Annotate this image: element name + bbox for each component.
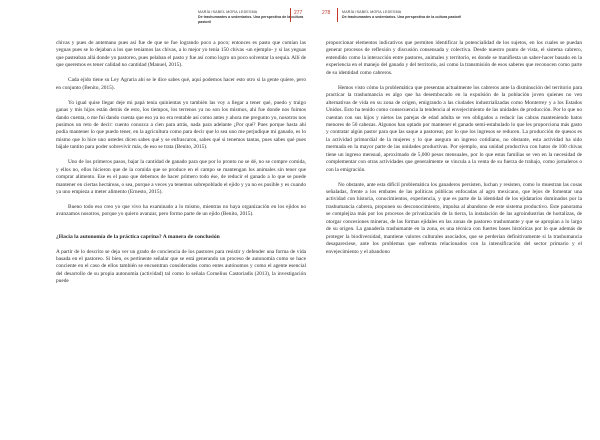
right-page — [322, 0, 582, 440]
header-book-title: De trashumantes a sedentarios. Una perspectiva de la cultura pastoril — [198, 15, 304, 25]
section-heading: ¿Hacia la autonomía de la práctica caprina? A manera de conclusión — [56, 233, 220, 240]
header-book-title: De trashumantes a sedentarios. Una perspectiva de la cultura pastoril — [342, 15, 462, 20]
header-divider — [337, 8, 338, 22]
header-author: MARÍA ISABEL MORA LEDESMA — [342, 10, 402, 14]
page-number: 278 — [322, 10, 331, 16]
left-page — [56, 0, 306, 440]
paragraph: Cada ejido tiene su Ley Agraria ahí se le dice sabes qué, aquí podemos hacer esto otro si la gente quiere, pero en conjunto (Benito, 2015). — [56, 77, 306, 91]
paragraph: Bueno todo eso creo yo que vivo ha examinado a lo mismo, mientras no haya organización en los ejidos no avanzamos nosotros, porque yo quiero avanzar, pero formo parte de un ejido (Benito, 2015). — [56, 203, 306, 218]
paragraph: proporcionar elementos indicativos que permiten identificar la potencialidad de los sujetos, en los cuales se puedan generar procesos de reflexión y discusión consensada y colectiva. Desde nuestro punto de vista, el sistema cabrero, entendido como la interacción entre pastores, animales y territorio, es donde se manifiesta un saber-hacer basado en la experiencia en el manejo del ganado y del territorio, así como la transmisión de esos saberes que reconocen como parte de su identidad como cabreros. — [326, 40, 582, 76]
paragraph: Uno de los primeros pasos, bajar la cantidad de ganado para que por lo pronto no se dé, no se compre comida, y ellos no, ellos hicieron que de la comida que se produce en el campo se mantengan los animales sin tener que comprar alimento. Ese es el paso que debemos de hacer primero todo ése, de reducir el ganado a lo que se puede mantener en ciertas hectáreas, o sea, porque a veces ya tenemos sobrepoblado el ejido y ya no es posible y es cuando ya uno empieza a meter alimento (Ernesto, 2015). — [56, 159, 306, 196]
header-author: MARÍA ISABEL MORA LEDESMA — [198, 10, 258, 14]
running-header — [342, 10, 461, 32]
paragraph: No obstante, ante esta difícil problemática los ganaderos persisten, luchan y resisten, como lo muestran las cosas señaladas, frente a los embates de las políticas públicas enfocadas al agro mexicano, que lejos de fomentar una actividad con historia, conocimientos, experiencia, y que es parte de la identidad de los ejidatarios dominados por la trashumancia cabrera, proponen su desconocimiento, impulsa al abandono de este sistema productivo. Este panorama se complejiza más por los procesos de privatización de la tierra, la instalación de las agroindustrias de hortalizas, de otorgar concesiones mineras, de las formas ejidales en las zonas de pastoreo trashumante y que se apropian a lo largo de su origen. La ganadería trashumante en la zona, es una técnica con fuertes bases históricas por lo que además de proteger la biodiversidad, mantiene valores culturales asociados, que se perderían definitivamente si la trashumancia desapareciese, ante los problemas que enfrenta relacionados con la intensificación del sector primario y el envejecimiento y el abandono — [326, 181, 582, 255]
page-body — [326, 40, 582, 256]
page-number: 277 — [294, 10, 303, 16]
page-body — [56, 40, 306, 286]
header-divider — [290, 8, 291, 22]
paragraph: A partir de lo descrito se deja ver un grado de conciencia de los pastores para resistir y defender una forma de vida basada en el pastoreo. Si bien, es pertinente señalar que se está generando un proceso de autonomía como se hace conciente en el caso de ellos también se encuentran considerados como entes autónomos y como el agente esencial del desarrollo de su propia autonomía (actividad) tal como lo señala Cornelius Castoriadis (2013), la investigación puede — [56, 248, 306, 285]
paragraph: Hemos visto cómo la problemática que presentan actualmente los cabreros ante la disminución del territorio para practicar la trashumancia es algo que ha desembocado en la expulsión de la población joven quienes no ven alternativas de vida en su zona de origen, emigrando a las ciudades industrializadas como Monterrey y a los Estados Unidos. Esto ha tenido como consecuencia la tendencia al envejecimiento de las unidades de producción. Por lo que no cuentan con sus hijos y nietos las parejas de edad adulta se ven obligados a reducir las cabras manteniendo hatos menores de 50 cabezas. Algunos han optado por mantener el ganado semi-estabulado lo que les proporciona más gasto y contratar algún pastor para que las saque a pastorear, por lo que los ingresos se reducen. La producción de quesos es la actividad primordial de la mujeres y lo que asegura un ingreso cotidiano, no obstante, esta actividad ha sido mermada en la mayor parte de las unidades productivas. Por ejemplo, una unidad productiva con hatos de 100 chivas tiene un ingreso mensual, aproximado de 5,000 pesos mensuales, por lo que estas familias se ven en la necesidad de complementar con otras actividades que generalmente se vincula a la venta de su fuerza de trabajo, como jornaleros o con la emigración. — [326, 84, 582, 173]
paragraph: chivas y pues de antemano pues así fue de que se fue logrando poco a poco; entonces es pasto que comían las yeguas pues se lo dejaban a los que teníamos las chivas, a lo mejor yo tenía 150 chivas -un ejemplo- y si las yeguas que pasteaban allá donde yo pastoreo, pues pelaban el pasto y fue así como logro un poco solventar la sequía. Allí de que queremos es tener calidad no cantidad (Manuel, 2015). — [56, 40, 306, 69]
paragraph: Yo igual quise llegar deje mi papá tenía quinientas yo también las voy a llegar a tener qué, puedo y traigo ganas y mis hijos están detrás de esto, los tiempos, los terrenos ya no son los mismos, ahí fue donde nos fuimos dando cuenta, o me fui dando cuenta que eso ya no era rentable así como antes y ahora me pregunto yo, nosotros nos pusimos un reto de decir: cuento conozca a cien para atrás, nada para adelante ¿Por qué? Pues porque hasta ahí podía mantener lo que puedo tener, en la agricultura como para decir que lo sea uno me perjudique mi ganado, es lo mismo que lo hice uno ustedes dicen sabes qué y se enfrascaron, sabes qué si tenemos tantas, pues sabes qué pues bájale tantito para poder sobrevivir más, de eso se trata (Benito, 2015). — [56, 99, 306, 151]
